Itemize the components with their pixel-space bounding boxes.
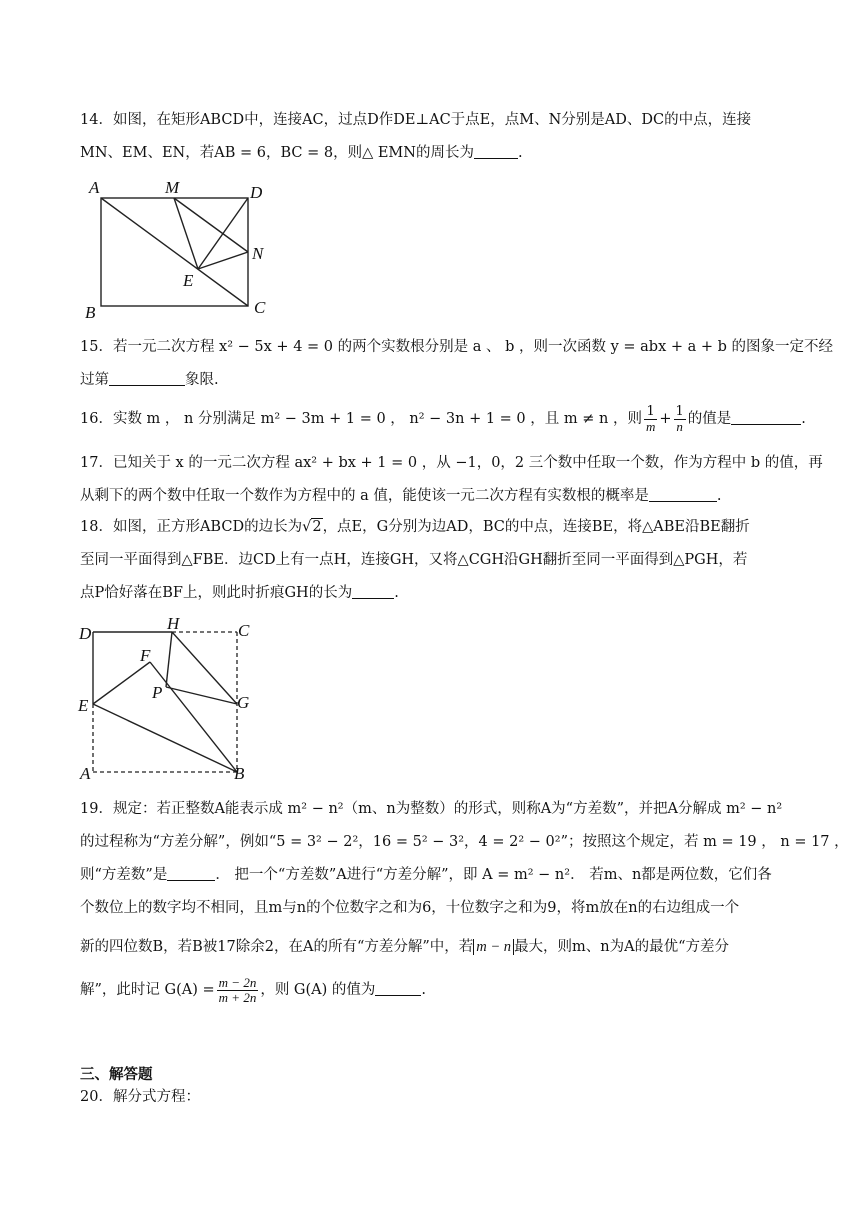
segment-hp [166, 632, 172, 687]
label-h: H [167, 614, 180, 633]
answer-blank-19a [167, 864, 215, 881]
sqrt-2: 2 [312, 519, 322, 535]
answer-blank-14 [474, 142, 518, 159]
label-b: B [85, 303, 96, 322]
fraction-1-over-n: $\frac{1}{n}$ [675, 403, 684, 434]
figure-rectangle-abcd [80, 170, 280, 325]
q17-line-1: 17．已知关于 x 的一元二次方程 ax² + bx + 1 = 0 ，从 −1，0，2 三个数中任取一个数，作为方程中 b 的值，再 [80, 455, 823, 471]
segment-hg [172, 632, 237, 704]
answer-blank-19b [375, 979, 421, 996]
label-a: A [89, 178, 100, 197]
label-b: B [234, 764, 245, 783]
answer-blank-17 [649, 485, 717, 502]
fraction-1-over-m: $\frac{1}{m}$ [645, 403, 656, 434]
question-17: 17．已知关于 x 的一元二次方程 ax² + bx + 1 = 0 ，从 −1，0，2 三个数中任取一个数，作为方程中 b 的值，再 从剩下的两个数中任取一个数作为方程中的 a 值，能使该一元二次方程有实数根的概率是 . [80, 447, 785, 513]
segment-fb [150, 662, 237, 772]
fraction-g-of-a: $\frac{m - 2n}{m + 2n}$ [218, 974, 257, 1005]
q14-line-1: 14．如图，在矩形ABCD中，连接AC，过点D作DE⊥AC于点E，点M、N分别是AD、DC的中点，连接 [80, 112, 752, 128]
question-14: 14．如图，在矩形ABCD中，连接AC，过点D作DE⊥AC于点E，点M、N分别是AD、DC的中点，连接 MN、EM、EN，若AB = 6，BC = 8，则△ EMN的周长为 . [80, 104, 785, 170]
question-16: 16．实数 m ， n 分别满足 m² − 3m + 1 = 0 ， n² − 3n + 1 = 0 ，且 m ≠ n ，则 $\frac{1}{m}$ + $\frac{1}{n}$ 的值是 . [80, 403, 806, 434]
q14-line-2: MN、EM、EN，若AB = 6，BC = 8，则△ EMN的周长为 [80, 145, 474, 161]
question-19: 19．规定：若正整数A能表示成 m² − n²（m、n为整数）的形式，则称A为“方差数”，并把A分解成 m² − n² 的过程称为“方差分解”，例如“5 = 3² − 2²，16 = 5² − 3²，4 = 2² − 0²”；按照这个规定，若 m = 19 ， n = 17 ， 则“方差数”是 ． 把一个“方差数”A进行“方差分解”，即 A = m² − n²． 若m、n都是两位数，它们各 个数位上的数字均不相同，且m与n的个位数字之和为6，十位数字之和为9，将m放在n的右边组成一个 新的四位数B，若B被17除余2，在A的所有“方差分解”中，若 m − n 最大，则m、n为A的最优“方差分 解”，此时记 G(A) = $\frac{m - 2n}{m + 2n}$ ，则 G(A) 的值为 . [80, 793, 785, 1007]
diagonal-ac [101, 198, 248, 306]
question-15: 15．若一元二次方程 x² − 5x + 4 = 0 的两个实数根分别是 a 、 b ，则一次函数 y = abx + a + b 的图象一定不经 过第 象限. [80, 331, 785, 397]
label-g: G [237, 693, 250, 712]
q15-line-1: 15．若一元二次方程 x² − 5x + 4 = 0 的两个实数根分别是 a 、 b ，则一次函数 y = abx + a + b 的图象一定不经 [80, 339, 834, 355]
question-18: 18．如图，正方形ABCD的边长为√2，点E，G分别为边AD，BC的中点，连接BE，将△ABE沿BE翻折 至同一平面得到△FBE．边CD上有一点H，连接GH，又将△CGH沿GH翻折至同一平面得到△PGH，若 点P恰好落在BF上，则此时折痕GH的长为 . [80, 511, 785, 610]
segment-ef [93, 662, 150, 704]
section-heading: 三、解答题 [80, 1066, 153, 1083]
label-n: N [252, 244, 264, 263]
q19-line-1: 19．规定：若正整数A能表示成 m² − n²（m、n为整数）的形式，则称A为“方差数”，并把A分解成 m² − n² [80, 801, 783, 817]
label-e: E [78, 696, 89, 715]
abs-m-minus-n: m − n [473, 939, 514, 955]
q19-line-2: 的过程称为“方差分解”，例如“5 = 3² − 2²，16 = 5² − 3²，4 = 2² − 0²”；按照这个规定，若 m = 19 ， n = 17 ， [80, 834, 849, 850]
answer-blank-15 [109, 369, 185, 386]
label-c: C [238, 621, 250, 640]
label-f: F [140, 646, 151, 665]
q19-line-4: 个数位上的数字均不相同，且m与n的个位数字之和为6，十位数字之和为9，将m放在n的右边组成一个 [80, 900, 740, 916]
label-d: D [79, 624, 92, 643]
segment-en [198, 252, 248, 269]
segment-mn [174, 198, 248, 252]
segment-em [174, 198, 198, 269]
question-20: 20．解分式方程： [80, 1089, 200, 1105]
label-m: M [165, 178, 180, 197]
answer-blank-18 [352, 582, 394, 599]
q18-line-2: 至同一平面得到△FBE．边CD上有一点H，连接GH，又将△CGH沿GH翻折至同一平面得到△PGH，若 [80, 552, 748, 568]
label-a: A [80, 764, 91, 783]
segment-eb [93, 704, 237, 772]
answer-blank-16 [731, 408, 801, 425]
label-c: C [254, 298, 266, 317]
label-d: D [250, 183, 263, 202]
label-e: E [183, 271, 194, 290]
label-p: P [152, 683, 163, 702]
figure-square-fold [72, 612, 272, 787]
